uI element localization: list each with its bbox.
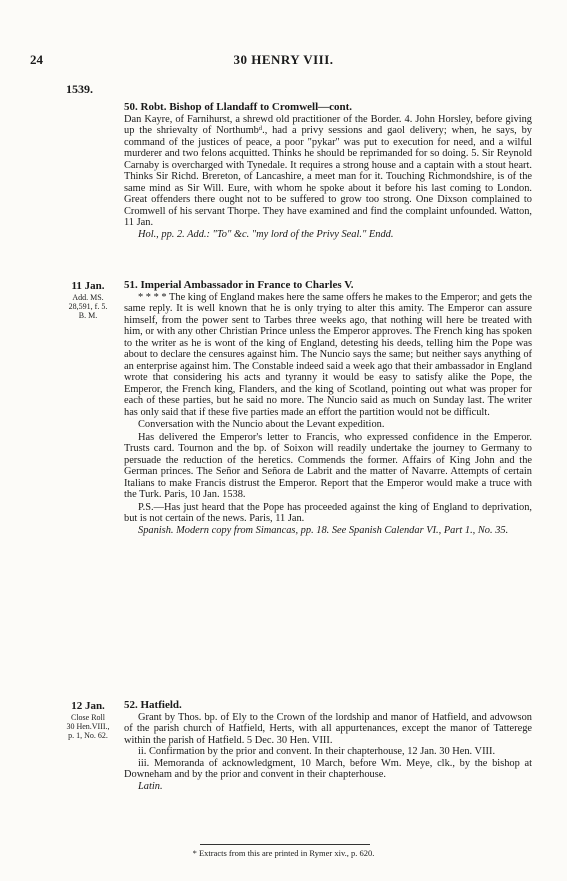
entry-paragraph: * * * * The king of England makes here the same offers he makes to the Emperor; and gets the same reply. It is well known that he is only trying to alter this amity. The Emperor can assure himself, from the power sent to Tarbes three weeks ago, that nothing will here be treated with him, or with any other Christian Prince unless the Emperor approves. The French king has spoken to the writer as he is wont of the king of England, detesting his deeds, telling him the Pope was about to declare the censures against him. The Nuncio says the same; but neither says anything of an enterprise against him. The Constable indeed said a week ago that their ambassador in England wrote that considering his acts and tyranny it would be easy to satisfy alike the Pope, the Emperor, the French king, Flanders, and the king of Scotland, pointing out what was proper for each of these parties, but he said no more. The Nuncio said as much on Sunday last. The writer has only said that if these five parties made an effort the partition would not be difficult.	[124, 291, 532, 418]
entry-content	[124, 102, 532, 240]
entry-paragraph: Dan Kayre, of Farnihurst, a shrewd old practitioner of the Border. 4. John Horsley, before giving up the shrievalty of Northumbᵈ., had a privy sessions and gaol delivery; when, he says, by command of the justices of peace, a poor "pykar" was put to execution for need, and a wilful murderer and two felons acquitted. Thinks he should be reprimanded for so doing. 5. Sir Reynold Carnaby is overcharged with Tynedale. It requires a strong house and a captain with a stout heart. Thinks Sir Richd. Brereton, of Lancashire, a meet man for it. Touching Richmondshire, is of the same mind as Sir Will. Eure, with whom he spoke about it before his last coming to London. Great offenders there ought not to be suffered to grow too strong. One Dixson complained to Cromwell of his servant Thorpe. They have examined and find the complaint unfounded. Watton, 11 Jan.	[124, 113, 532, 228]
entry-content	[124, 700, 532, 792]
entry-paragraph: P.S.—Has just heard that the Pope has proceeded against the king of England to deprivation, but is not certain of the news. Paris, 11 Jan.	[124, 501, 532, 524]
margin-source-line: Close Roll	[70, 713, 105, 722]
entry-paragraph: ii. Confirmation by the prior and convent. In their chapterhouse, 12 Jan. 30 Hen. VIII.	[138, 746, 496, 757]
margin-source-line: Add. MS.	[72, 293, 104, 302]
margin-date: 12 Jan.	[71, 700, 105, 712]
page-header	[0, 0, 567, 96]
entry-paragraph: Conversation with the Nuncio about the Levant expedition.	[138, 419, 385, 430]
entry-heading: 51. Imperial Ambassador in France to Charles V.	[124, 279, 354, 291]
margin-note	[56, 280, 120, 320]
entry-content	[124, 280, 532, 536]
footnote-rule	[200, 844, 370, 845]
margin-source-line: B. M.	[78, 311, 98, 320]
entry-footer: Spanish. Modern copy from Simancas, pp. 18. See Spanish Calendar VI., Part 1., No. 35.	[138, 524, 509, 536]
margin-source-line: p. 1, No. 62.	[68, 731, 108, 740]
margin-source-line: 28,591, f. 5.	[68, 302, 108, 311]
entry-paragraph: Grant by Thos. bp. of Ely to the Crown of the lordship and manor of Hatfield, and advowson of the parish church of Hatfield, Herts, with all appurtenances, except the manor of Tatterege within the parish of Hatfield. 5 Dec. 30 Hen. VIII.	[124, 711, 532, 746]
margin-date: 11 Jan.	[71, 280, 105, 292]
footnote: * Extracts from this are printed in Rymer xiv., p. 620.	[192, 848, 375, 858]
entry-footer: Latin.	[138, 780, 163, 792]
entry-paragraph: Has delivered the Emperor's letter to Francis, who expressed confidence in the Emperor. Trusts card. Tournon and the bp. of Soixon will readily undertake the journey to Germany to persuade the reduction of the heretics. Commends the former. Affairs of King John and the German princes. The Señor and Señora de Labrit and the matter of Navarre. Attempts of certain Italians to make Francis distrust the Emperor. Report that the Emperor would make a truce with the Turk. Paris, 10 Jan. 1538.	[124, 431, 532, 500]
entry-paragraph: iii. Memoranda of acknowledgment, 10 March, before Wm. Meye, clk., by the bishop at Downeham and by the prior and convent in their chapterhouse.	[124, 757, 532, 780]
margin-source-line: 30 Hen.VIII.,	[66, 722, 110, 731]
running-title: 30 HENRY VIII.	[233, 52, 334, 67]
entry-heading: 50. Robt. Bishop of Llandaff to Cromwell—cont.	[124, 101, 353, 113]
entry-heading: 52. Hatfield.	[124, 699, 182, 711]
entry-footer: Hol., pp. 2. Add.: "To" &c. "my lord of the Privy Seal." Endd.	[138, 228, 394, 240]
page-number: 24	[30, 52, 43, 67]
margin-note	[56, 700, 120, 740]
year-marker: 1539.	[66, 82, 93, 96]
